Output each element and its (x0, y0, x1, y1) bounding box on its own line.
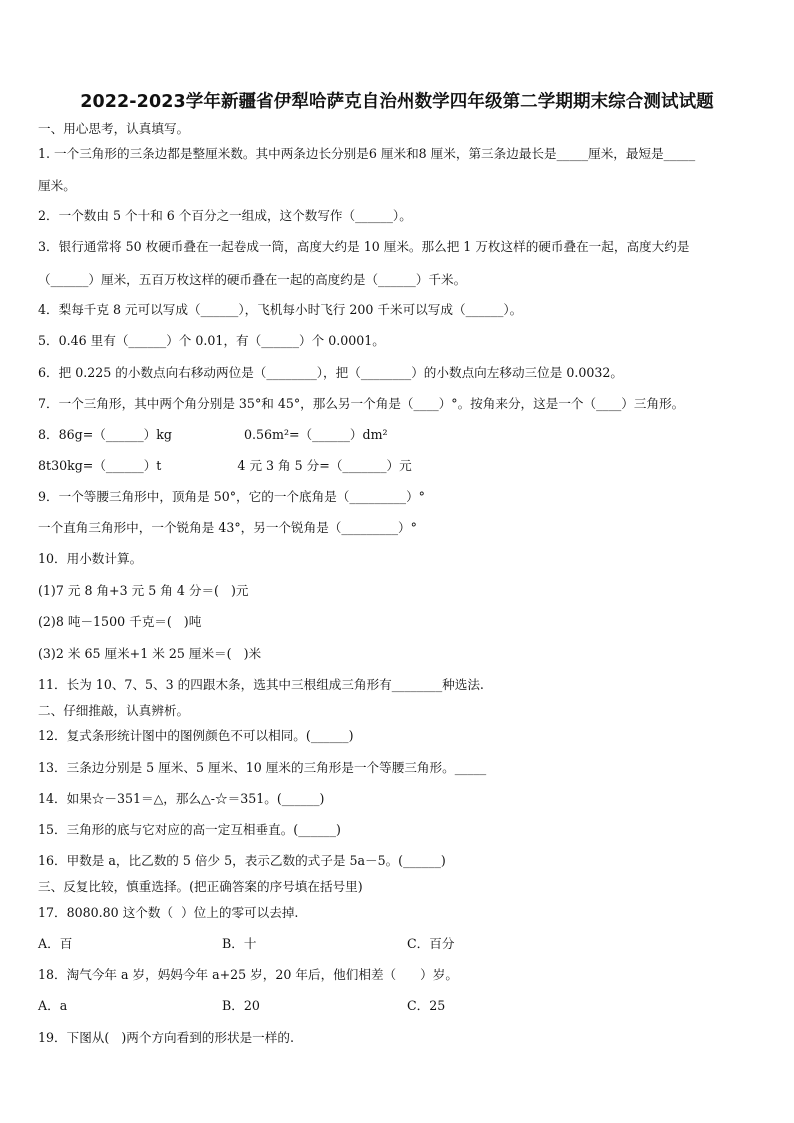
question-2: 2．一个数由 5 个十和 6 个百分之一组成，这个数写作（______）。 (38, 208, 412, 223)
question-3: 3．银行通常将 50 枚硬币叠在一起卷成一筒，高度大约是 10 厘米。那么把 1 万枚这样的硬币叠在一起，高度大约是 (38, 239, 690, 254)
section-heading-2: 二、仔细推敲，认真辨析。 (38, 703, 190, 718)
question-4: 4．梨每千克 8 元可以写成（______），飞机每小时飞行 200 千米可以写成（______）。 (38, 302, 523, 317)
question-14: 14．如果☆－351＝△，那么△-☆＝351。(______) (38, 791, 325, 806)
question-18-option-b: B．20 (222, 998, 260, 1013)
question-19: 19．下图从( )两个方向看到的形状是一样的. (38, 1030, 294, 1045)
question-10: 10．用小数计算。 (38, 551, 143, 566)
question-17: 17．8080.80 这个数（ ）位上的零可以去掉. (38, 905, 299, 920)
question-1-cont: 厘米。 (38, 178, 76, 193)
question-6: 6．把 0.225 的小数点向右移动两位是（________），把（________）的小数点向左移动三位是 0.0032。 (38, 365, 623, 380)
question-9-cont: 一个直角三角形中，一个锐角是 43°，另一个锐角是（_________）° (38, 520, 417, 535)
question-10-part-1: (1)7 元 8 角+3 元 5 角 4 分＝( )元 (38, 583, 249, 598)
question-18-option-c: C．25 (407, 998, 446, 1013)
question-16: 16．甲数是 a，比乙数的 5 倍少 5，表示乙数的式子是 5a－5。(______) (38, 853, 446, 868)
question-17-option-c: C．百分 (407, 936, 455, 951)
question-1: 1. 一个三角形的三条边都是整厘米数。其中两条边长分别是6 厘米和8 厘米，第三条边最长是_____厘米，最短是_____ (38, 146, 696, 161)
question-10-part-2: (2)8 吨－1500 千克＝( )吨 (38, 614, 202, 629)
question-18: 18．淘气今年 a 岁，妈妈今年 a+25 岁，20 年后，他们相差（ ）岁。 (38, 967, 458, 982)
question-12: 12．复式条形统计图中的图例颜色不可以相同。(______) (38, 728, 354, 743)
section-heading-1: 一、用心思考，认真填写。 (38, 121, 190, 136)
question-8-row-2: 8t30kg=（______）t 4 元 3 角 5 分=（_______）元 (38, 458, 412, 473)
question-15: 15．三角形的底与它对应的高一定互相垂直。(______) (38, 822, 341, 837)
question-17-option-a: A．百 (38, 936, 73, 951)
question-10-part-3: (3)2 米 65 厘米+1 米 25 厘米＝( )米 (38, 646, 262, 661)
question-13: 13．三条边分别是 5 厘米、5 厘米、10 厘米的三角形是一个等腰三角形。_____ (38, 760, 487, 775)
question-9: 9．一个等腰三角形中，顶角是 50°，它的一个底角是（_________）° (38, 489, 425, 504)
question-7: 7．一个三角形，其中两个角分别是 35°和 45°，那么另一个角是（____）°。按角来分，这是一个（____）三角形。 (38, 396, 685, 411)
question-11: 11．长为 10、7、5、3 的四跟木条，选其中三根组成三角形有________种选法. (38, 677, 484, 692)
question-18-option-a: A．a (38, 998, 68, 1013)
question-5: 5．0.46 里有（______）个 0.01，有（______）个 0.0001。 (38, 333, 385, 348)
page-title: 2022-2023学年新疆省伊犁哈萨克自治州数学四年级第二学期期末综合测试试题 (80, 92, 714, 112)
question-8-row-1: 8．86g=（______）kg 0.56m²=（______）dm² (38, 427, 388, 442)
question-3-cont: （______）厘米，五百万枚这样的硬币叠在一起的高度约是（______）千米。 (38, 272, 467, 287)
question-17-option-b: B．十 (222, 936, 257, 951)
section-heading-3: 三、反复比较，慎重选择。(把正确答案的序号填在括号里) (38, 879, 363, 894)
